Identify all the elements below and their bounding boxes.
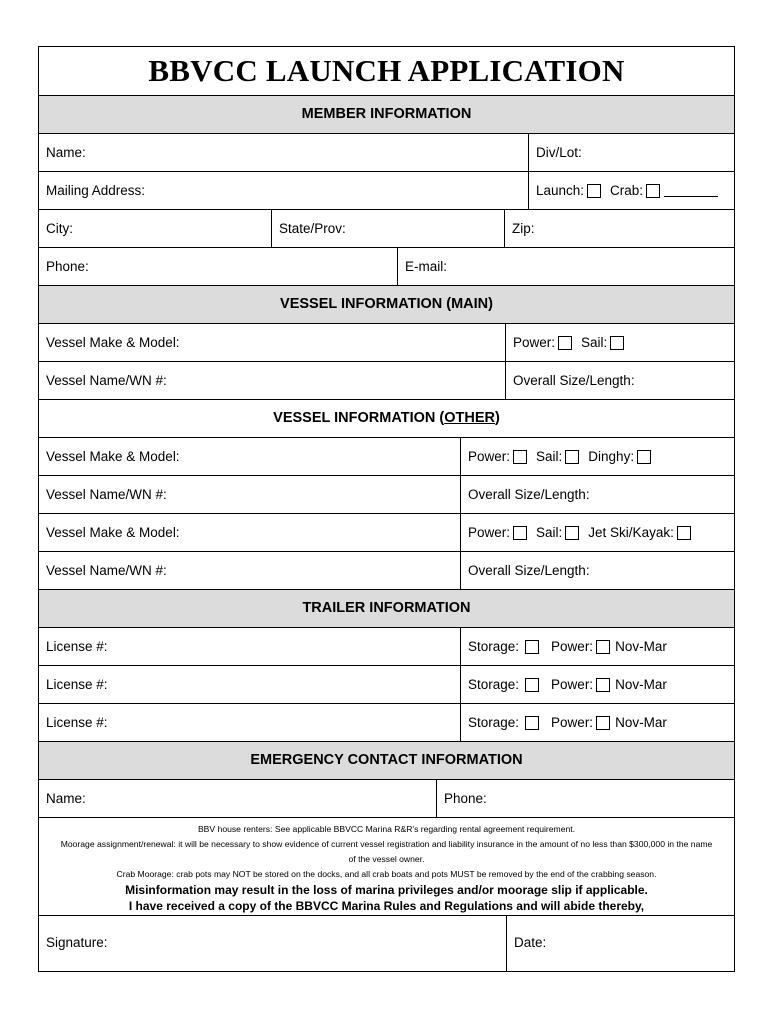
emergency-phone-label: Phone: xyxy=(444,791,487,806)
vessel-main-power-label: Power: xyxy=(513,335,556,350)
vessel-other-make1-label: Vessel Make & Model: xyxy=(46,449,180,464)
trailer-storage-3-label: Storage: xyxy=(468,715,520,730)
date-field[interactable] xyxy=(506,916,734,971)
vessel-main-type-cell xyxy=(505,324,734,361)
vessel-main-name-label: Vessel Name/WN #: xyxy=(46,373,167,388)
jetski-checkbox[interactable] xyxy=(677,526,691,540)
vessel-other-power2-label: Power: xyxy=(468,525,511,540)
trailer-options-3-cell xyxy=(460,704,734,741)
vessel-main-make-label: Vessel Make & Model: xyxy=(46,335,180,350)
vessel-other-row-name2 xyxy=(39,551,734,589)
page-title: BBVCC LAUNCH APPLICATION xyxy=(148,53,625,88)
vessel-other-size2-label: Overall Size/Length: xyxy=(468,563,590,578)
vessel-other-make2-field[interactable] xyxy=(39,514,460,551)
trailer-power-2-checkbox[interactable] xyxy=(596,678,610,692)
crab-checkbox[interactable] xyxy=(646,184,660,198)
emergency-name-field[interactable] xyxy=(39,780,436,817)
trailer-power-1-checkbox[interactable] xyxy=(596,640,610,654)
section-emergency-header xyxy=(39,741,734,779)
trailer-storage-2-label: Storage: xyxy=(468,677,520,692)
section-member-title: MEMBER INFORMATION xyxy=(301,106,472,122)
trailer-row-1 xyxy=(39,627,734,665)
section-vessel-main-header xyxy=(39,285,734,323)
vessel-main-size-field[interactable] xyxy=(505,362,734,399)
section-trailer-header xyxy=(39,589,734,627)
trailer-row-2 xyxy=(39,665,734,703)
member-phone-label: Phone: xyxy=(46,259,89,274)
vessel-other-row-name1 xyxy=(39,475,734,513)
dinghy-label: Dinghy: xyxy=(588,449,635,464)
divlot-field[interactable] xyxy=(528,134,734,171)
vessel-main-sail-label: Sail: xyxy=(581,335,608,350)
vessel-main-sail-checkbox[interactable] xyxy=(610,336,624,350)
vessel-other-name1-label: Vessel Name/WN #: xyxy=(46,487,167,502)
trailer-license-3-label: License #: xyxy=(46,715,108,730)
signature-field[interactable] xyxy=(39,916,506,971)
trailer-season-1-label: Nov-Mar xyxy=(615,639,667,654)
trailer-power-2-label: Power: xyxy=(551,677,594,692)
launch-crab-cell xyxy=(528,172,734,209)
vessel-other-row-make1 xyxy=(39,437,734,475)
vessel-other-make2-label: Vessel Make & Model: xyxy=(46,525,180,540)
trailer-license-1-field[interactable] xyxy=(39,628,460,665)
vessel-other-sail1-label: Sail: xyxy=(536,449,563,464)
vessel-other-name1-field[interactable] xyxy=(39,476,460,513)
zip-field[interactable] xyxy=(504,210,734,247)
trailer-options-2-cell xyxy=(460,666,734,703)
title-row xyxy=(39,47,734,95)
jetski-label: Jet Ski/Kayak: xyxy=(588,525,674,540)
vessel-other-make1-field[interactable] xyxy=(39,438,460,475)
trailer-season-2-label: Nov-Mar xyxy=(615,677,667,692)
trailer-power-3-checkbox[interactable] xyxy=(596,716,610,730)
city-label: City: xyxy=(46,221,73,236)
vessel-main-make-field[interactable] xyxy=(39,324,505,361)
trailer-storage-1-checkbox[interactable] xyxy=(525,640,539,654)
vessel-main-power-checkbox[interactable] xyxy=(558,336,572,350)
trailer-storage-3-checkbox[interactable] xyxy=(525,716,539,730)
divlot-label: Div/Lot: xyxy=(536,145,582,160)
vessel-other-size1-label: Overall Size/Length: xyxy=(468,487,590,502)
signature-row xyxy=(39,915,734,971)
vessel-main-name-field[interactable] xyxy=(39,362,505,399)
section-vessel-other-suffix: ) xyxy=(494,410,500,426)
note-renters: BBV house renters: See applicable BBVCC Marina R&R's regarding rental agreement requirement. xyxy=(197,824,576,834)
vessel-other-power1-checkbox[interactable] xyxy=(513,450,527,464)
vessel-other-size2-field[interactable] xyxy=(460,552,734,589)
trailer-storage-1-label: Storage: xyxy=(468,639,520,654)
crab-blank-line[interactable] xyxy=(664,182,718,197)
vessel-other-name2-label: Vessel Name/WN #: xyxy=(46,563,167,578)
notes-row xyxy=(39,817,734,915)
vessel-other-type2-cell xyxy=(460,514,734,551)
mailing-address-label: Mailing Address: xyxy=(46,183,146,198)
member-row-city xyxy=(39,209,734,247)
email-label: E-mail: xyxy=(405,259,448,274)
trailer-license-3-field[interactable] xyxy=(39,704,460,741)
trailer-license-2-label: License #: xyxy=(46,677,108,692)
note-crab: Crab Moorage: crab pots may NOT be stored on the docks, and all crab boats and pots MUST be removed by the end of the crabbing season. xyxy=(116,869,657,879)
vessel-other-sail2-checkbox[interactable] xyxy=(565,526,579,540)
trailer-row-3 xyxy=(39,703,734,741)
section-member-header xyxy=(39,95,734,133)
trailer-storage-2-checkbox[interactable] xyxy=(525,678,539,692)
vessel-other-power1-label: Power: xyxy=(468,449,511,464)
signature-label: Signature: xyxy=(46,935,108,950)
email-field[interactable] xyxy=(397,248,734,285)
member-row-name xyxy=(39,133,734,171)
vessel-main-row-name xyxy=(39,361,734,399)
vessel-other-type1-cell xyxy=(460,438,734,475)
section-trailer-title: TRAILER INFORMATION xyxy=(302,600,471,616)
trailer-power-3-label: Power: xyxy=(551,715,594,730)
section-vessel-other-word: OTHER xyxy=(444,410,495,426)
dinghy-checkbox[interactable] xyxy=(637,450,651,464)
vessel-main-row-make xyxy=(39,323,734,361)
launch-label: Launch: xyxy=(536,183,585,198)
mailing-address-field[interactable] xyxy=(39,172,528,209)
section-vessel-main-title: VESSEL INFORMATION (MAIN) xyxy=(280,296,493,312)
member-phone-field[interactable] xyxy=(39,248,397,285)
note-acknowledgement: I have received a copy of the BBVCC Marina Rules and Regulations and will abide thereby, xyxy=(128,899,645,913)
vessel-other-size1-field[interactable] xyxy=(460,476,734,513)
member-name-field[interactable] xyxy=(39,134,528,171)
trailer-license-2-field[interactable] xyxy=(39,666,460,703)
trailer-options-1-cell xyxy=(460,628,734,665)
launch-application-form xyxy=(38,46,735,972)
launch-checkbox[interactable] xyxy=(587,184,601,198)
emergency-name-label: Name: xyxy=(46,791,86,806)
trailer-season-3-label: Nov-Mar xyxy=(615,715,667,730)
state-field[interactable] xyxy=(271,210,504,247)
city-field[interactable] xyxy=(39,210,271,247)
member-name-label: Name: xyxy=(46,145,86,160)
trailer-license-1-label: License #: xyxy=(46,639,108,654)
section-vessel-other-prefix: VESSEL INFORMATION ( xyxy=(273,410,445,426)
emergency-row xyxy=(39,779,734,817)
member-row-mailing xyxy=(39,171,734,209)
date-label: Date: xyxy=(514,935,547,950)
vessel-other-sail1-checkbox[interactable] xyxy=(565,450,579,464)
section-vessel-other-header xyxy=(39,399,734,437)
note-moorage: Moorage assignment/renewal: it will be necessary to show evidence of current vessel registration and liability insurance in the amount of no less than $300,000 in the name of the vessel owner. xyxy=(60,839,713,864)
vessel-main-size-label: Overall Size/Length: xyxy=(513,373,635,388)
trailer-power-1-label: Power: xyxy=(551,639,594,654)
vessel-other-row-make2 xyxy=(39,513,734,551)
section-emergency-title: EMERGENCY CONTACT INFORMATION xyxy=(250,752,523,768)
crab-label: Crab: xyxy=(610,183,644,198)
vessel-other-sail2-label: Sail: xyxy=(536,525,563,540)
note-misinformation: Misinformation may result in the loss of marina privileges and/or moorage slip if applicable. xyxy=(125,883,648,897)
zip-label: Zip: xyxy=(512,221,535,236)
state-label: State/Prov: xyxy=(279,221,346,236)
member-row-phone xyxy=(39,247,734,285)
emergency-phone-field[interactable] xyxy=(436,780,734,817)
vessel-other-name2-field[interactable] xyxy=(39,552,460,589)
vessel-other-power2-checkbox[interactable] xyxy=(513,526,527,540)
